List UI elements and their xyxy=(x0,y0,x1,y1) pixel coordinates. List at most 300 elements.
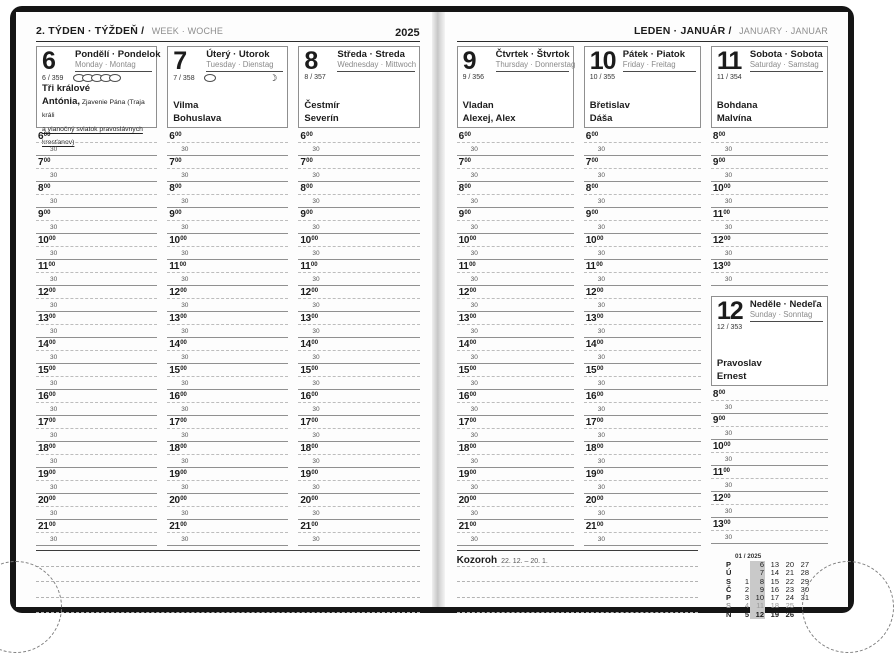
hour-minutes-label: 00 xyxy=(311,365,319,372)
hour-row xyxy=(457,182,574,195)
zodiac-date-range: 22. 12. – 20. 1. xyxy=(501,558,548,566)
hour-minutes-label: 00 xyxy=(311,391,319,398)
half-hour-row: 30 xyxy=(36,377,157,390)
hour-minutes-label: 00 xyxy=(469,313,477,320)
hour-label: 12 xyxy=(712,235,724,246)
weekday-letter: P xyxy=(726,593,732,603)
day-names xyxy=(623,49,696,72)
half-hour-row: 30 xyxy=(457,169,574,182)
mini-calendar-date: 6 xyxy=(750,561,765,569)
day-header-10 xyxy=(584,46,701,128)
hour-minutes-label: 00 xyxy=(174,131,182,138)
hour-minutes-label: 00 xyxy=(723,467,731,474)
note-line xyxy=(457,567,698,582)
hour-minutes-label: 00 xyxy=(469,339,477,346)
hour-row xyxy=(36,312,157,325)
mini-calendar-date: 3 xyxy=(744,593,749,603)
name-days xyxy=(590,99,696,125)
half-hour-row: 30 xyxy=(36,455,157,468)
name-day-text: Bohdana xyxy=(716,100,758,111)
hour-label: 6 xyxy=(169,131,175,142)
day-number: 6 xyxy=(42,47,55,75)
hour-row xyxy=(457,312,574,325)
hour-label: 15 xyxy=(458,365,470,376)
half-hour-row: 30 xyxy=(457,299,574,312)
hour-row xyxy=(298,494,419,507)
weekday-letter: Č xyxy=(726,584,732,594)
hour-label: 16 xyxy=(169,391,180,402)
hour-minutes-label: 00 xyxy=(596,391,604,398)
name-day-text: Severín xyxy=(304,112,339,124)
hour-row xyxy=(36,208,157,221)
day-of-year: 10 / 355 xyxy=(589,74,616,81)
hour-label: 19 xyxy=(38,469,49,480)
mini-calendar-date: 4 xyxy=(744,601,749,611)
name-day-line xyxy=(717,112,823,125)
hour-minutes-label: 00 xyxy=(310,261,318,268)
mini-calendar-date: 23 xyxy=(785,584,794,594)
hour-label: 15 xyxy=(38,365,49,376)
hour-row xyxy=(457,416,574,429)
name-day-text: Antónia, xyxy=(42,95,80,107)
hour-label: 12 xyxy=(300,287,311,298)
weekday-letter: N xyxy=(726,609,732,619)
day-of-year: 6 / 359 xyxy=(42,74,64,82)
hour-minutes-label: 00 xyxy=(596,235,604,242)
diary-spread xyxy=(16,12,848,619)
half-hour-row: 30 xyxy=(584,169,701,182)
hour-row xyxy=(711,388,828,401)
half-hour-row: 30 xyxy=(457,247,574,260)
day-name-intl: Tuesday · Dienstag xyxy=(206,60,274,69)
weekday-letter: S xyxy=(726,576,732,586)
weekday-letter: S xyxy=(726,601,732,611)
hour-row xyxy=(711,130,828,143)
name-day-line xyxy=(463,99,569,112)
half-hour-row: 30 xyxy=(36,533,157,546)
hour-label: 13 xyxy=(300,313,311,324)
hour-label: 20 xyxy=(458,495,470,506)
zodiac-notes-area xyxy=(457,550,698,619)
mini-calendar-date: 5 xyxy=(744,609,749,619)
hour-label: 9 xyxy=(300,209,306,220)
half-hour-row: 30 xyxy=(36,247,157,260)
day-name-local: Sobota · Sobota xyxy=(749,49,823,60)
mini-calendar-date: 19 xyxy=(770,609,779,619)
hour-row xyxy=(167,468,288,481)
name-day-text: Dáša xyxy=(589,112,613,124)
half-hour-row: 30 xyxy=(167,143,288,156)
time-grid xyxy=(584,130,701,546)
half-hour-row: 30 xyxy=(167,377,288,390)
hour-row xyxy=(167,208,288,221)
month-title-main: LEDEN · JANUÁR / xyxy=(633,25,732,37)
name-day-line xyxy=(173,99,283,112)
hour-minutes-label: 00 xyxy=(596,417,604,424)
hour-row xyxy=(298,156,419,169)
hour-label: 9 xyxy=(38,209,44,220)
half-hour-row: 30 xyxy=(36,299,157,312)
hour-label: 8 xyxy=(300,183,306,194)
day-number: 11 xyxy=(716,47,742,75)
half-hour-row: 30 xyxy=(167,481,288,494)
hour-label: 20 xyxy=(585,495,597,506)
hour-minutes-label: 00 xyxy=(464,209,472,216)
hour-label: 21 xyxy=(458,521,470,532)
hour-label: 20 xyxy=(169,495,180,506)
day-icons xyxy=(204,74,283,82)
hour-row xyxy=(167,182,288,195)
half-hour-row: 30 xyxy=(711,427,828,440)
time-grid xyxy=(711,388,828,544)
hour-minutes-label: 00 xyxy=(464,131,472,138)
day-name-local: Středa · Streda xyxy=(337,49,405,60)
hour-row xyxy=(298,130,419,143)
day-names xyxy=(337,49,417,72)
week-title-translation: WEEK · WOCHE xyxy=(151,26,224,36)
week-title-main: 2. TÝDEN · TÝŽDEŇ / xyxy=(36,25,145,37)
hour-row xyxy=(711,518,828,531)
hour-row xyxy=(167,338,288,351)
hour-label: 13 xyxy=(38,313,49,324)
hour-minutes-label: 00 xyxy=(469,443,477,450)
mini-calendar-date: 12 xyxy=(750,611,765,619)
mini-calendar-date: 25 xyxy=(785,601,794,611)
hour-label: 12 xyxy=(38,287,49,298)
hour-minutes-label: 00 xyxy=(49,339,56,346)
hour-minutes-label: 00 xyxy=(43,209,51,216)
half-hour-row: 30 xyxy=(298,169,419,182)
half-hour-row: 30 xyxy=(167,533,288,546)
hour-row xyxy=(298,390,419,403)
half-hour-row: 30 xyxy=(298,247,419,260)
half-hour-row: 30 xyxy=(711,505,828,518)
day-header-7 xyxy=(167,46,288,128)
hour-row xyxy=(457,260,574,273)
day-name-intl: Thursday · Donnerstag xyxy=(495,60,576,69)
half-hour-row: 30 xyxy=(711,273,828,286)
hour-minutes-label: 00 xyxy=(311,443,319,450)
hour-row xyxy=(584,390,701,403)
hour-label: 14 xyxy=(169,339,180,350)
half-hour-row: 30 xyxy=(711,531,828,544)
hour-label: 13 xyxy=(169,313,180,324)
hour-minutes-label: 00 xyxy=(180,391,187,398)
hour-minutes-label: 00 xyxy=(723,261,731,268)
hour-row xyxy=(167,234,288,247)
day-name-local: Pondělí · Pondelok xyxy=(75,49,161,60)
hour-minutes-label: 00 xyxy=(723,209,731,216)
day-column-7 xyxy=(167,46,288,546)
hour-row xyxy=(298,286,419,299)
half-hour-row: 30 xyxy=(36,351,157,364)
half-hour-row: 30 xyxy=(36,507,157,520)
half-hour-row: 30 xyxy=(36,143,157,156)
mini-calendar-date: 7 xyxy=(750,569,765,577)
hour-row xyxy=(36,442,157,455)
hour-label: 15 xyxy=(169,365,180,376)
time-grid xyxy=(167,130,288,546)
half-hour-row: 30 xyxy=(298,403,419,416)
day-name-local: Pátek · Piatok xyxy=(622,49,686,60)
hour-row xyxy=(584,416,701,429)
hour-label: 14 xyxy=(300,339,311,350)
hour-label: 11 xyxy=(38,261,48,272)
hour-minutes-label: 00 xyxy=(49,391,56,398)
hour-row xyxy=(584,286,701,299)
half-hour-row: 30 xyxy=(167,403,288,416)
day-header-12 xyxy=(711,296,828,386)
hour-row xyxy=(36,338,157,351)
hour-minutes-label: 00 xyxy=(180,495,187,502)
hour-row xyxy=(584,182,701,195)
day-number: 9 xyxy=(462,47,476,75)
hour-row xyxy=(457,130,574,143)
name-day-line xyxy=(42,82,152,95)
half-hour-row: 30 xyxy=(298,507,419,520)
hour-row xyxy=(457,156,574,169)
hour-minutes-label: 00 xyxy=(311,339,319,346)
mini-calendar-date: 20 xyxy=(785,560,794,569)
hour-row xyxy=(167,364,288,377)
half-hour-row: 30 xyxy=(298,429,419,442)
hour-label: 18 xyxy=(169,443,180,454)
hour-label: 8 xyxy=(458,183,464,194)
hour-row xyxy=(36,494,157,507)
half-hour-row: 30 xyxy=(167,507,288,520)
name-day-text: Čestmír xyxy=(304,100,340,111)
hour-label: 20 xyxy=(38,495,49,506)
hour-label: 19 xyxy=(458,469,470,480)
hour-row xyxy=(584,312,701,325)
hour-minutes-label: 00 xyxy=(718,131,726,138)
hour-minutes-label: 00 xyxy=(311,469,319,476)
mini-calendar-date: 16 xyxy=(770,584,779,594)
mini-calendar-date: 1 xyxy=(744,576,749,586)
hour-row xyxy=(298,312,419,325)
name-days xyxy=(717,99,823,125)
note-line xyxy=(457,598,698,613)
half-hour-row: 30 xyxy=(584,533,701,546)
hour-label: 18 xyxy=(458,443,470,454)
hour-label: 18 xyxy=(585,443,597,454)
name-day-text: Ernest xyxy=(716,370,747,382)
day-name-local: Úterý · Utorok xyxy=(206,49,270,60)
hour-minutes-label: 00 xyxy=(49,495,56,502)
hour-row xyxy=(584,468,701,481)
hour-minutes-label: 00 xyxy=(311,495,319,502)
day-column-6 xyxy=(36,46,161,546)
year-label: 2025 xyxy=(395,27,420,39)
hour-label: 13 xyxy=(585,313,597,324)
hour-minutes-label: 00 xyxy=(464,183,472,190)
hour-row xyxy=(457,390,574,403)
hour-minutes-label: 00 xyxy=(179,261,187,268)
hour-label: 18 xyxy=(38,443,49,454)
hour-minutes-label: 00 xyxy=(180,469,187,476)
hour-minutes-label: 00 xyxy=(718,415,726,422)
half-hour-row: 30 xyxy=(457,143,574,156)
page-gutter xyxy=(432,12,445,607)
hour-row xyxy=(36,260,157,273)
name-day-text: Pravoslav xyxy=(716,358,762,369)
hour-minutes-label: 00 xyxy=(591,131,599,138)
hour-minutes-label: 00 xyxy=(591,157,599,164)
hour-minutes-label: 00 xyxy=(174,183,182,190)
half-hour-row: 30 xyxy=(298,455,419,468)
hour-minutes-label: 00 xyxy=(49,313,56,320)
hour-row xyxy=(167,390,288,403)
half-hour-row: 30 xyxy=(298,195,419,208)
day-name-intl: Friday · Freitag xyxy=(622,60,676,69)
day-column-8 xyxy=(298,46,419,546)
hour-minutes-label: 00 xyxy=(469,261,476,268)
note-line xyxy=(36,567,420,582)
hour-minutes-label: 00 xyxy=(306,131,313,138)
hour-minutes-label: 00 xyxy=(180,365,187,372)
name-day-line xyxy=(173,112,283,125)
zodiac-name: Kozoroh xyxy=(456,555,498,567)
hour-row xyxy=(298,364,419,377)
hour-minutes-label: 00 xyxy=(180,521,187,528)
half-hour-row: 30 xyxy=(36,481,157,494)
hour-label: 16 xyxy=(458,391,470,402)
hour-minutes-label: 00 xyxy=(469,417,477,424)
day-of-year: 9 / 356 xyxy=(462,74,484,81)
day-of-year: 12 / 353 xyxy=(716,324,743,331)
half-hour-row: 30 xyxy=(584,403,701,416)
half-hour-row: 30 xyxy=(36,221,157,234)
hour-row xyxy=(36,286,157,299)
hour-minutes-label: 00 xyxy=(469,521,477,528)
hour-row xyxy=(711,260,828,273)
half-hour-row: 30 xyxy=(167,247,288,260)
hour-label: 7 xyxy=(458,157,464,168)
half-hour-row: 30 xyxy=(298,299,419,312)
hour-minutes-label: 00 xyxy=(469,365,477,372)
name-days xyxy=(304,99,414,125)
hour-label: 6 xyxy=(300,131,306,142)
hour-label: 11 xyxy=(585,261,596,272)
hour-label: 20 xyxy=(300,495,311,506)
hour-minutes-label: 00 xyxy=(596,469,604,476)
hour-label: 19 xyxy=(585,469,597,480)
name-day-line xyxy=(717,357,823,370)
hour-minutes-label: 00 xyxy=(174,209,182,216)
hour-minutes-label: 00 xyxy=(469,287,477,294)
hour-minutes-label: 00 xyxy=(596,313,604,320)
hour-label: 15 xyxy=(300,365,311,376)
hour-row xyxy=(298,416,419,429)
hour-minutes-label: 00 xyxy=(49,365,56,372)
name-days xyxy=(463,99,569,125)
name-day-text: Malvína xyxy=(716,112,752,124)
half-hour-row: 30 xyxy=(711,247,828,260)
hour-minutes-label: 00 xyxy=(469,391,477,398)
hour-row xyxy=(457,520,574,533)
day-names xyxy=(206,49,283,72)
hour-minutes-label: 00 xyxy=(591,183,599,190)
half-hour-row: 30 xyxy=(167,221,288,234)
hour-label: 10 xyxy=(585,235,597,246)
hour-label: 11 xyxy=(300,261,311,272)
zodiac-note-lines xyxy=(457,567,698,613)
hour-row xyxy=(298,468,419,481)
day-name-intl: Sunday · Sonntag xyxy=(749,310,813,319)
mini-calendar-date: 21 xyxy=(785,568,794,578)
hour-minutes-label: 00 xyxy=(311,313,319,320)
hour-row xyxy=(167,130,288,143)
mini-calendar-date: 14 xyxy=(770,568,779,578)
hour-minutes-label: 00 xyxy=(469,235,477,242)
half-hour-row: 30 xyxy=(36,195,157,208)
hour-label: 10 xyxy=(38,235,49,246)
hour-label: 15 xyxy=(585,365,597,376)
hour-row xyxy=(711,234,828,247)
hour-minutes-label: 00 xyxy=(464,157,472,164)
half-hour-row: 30 xyxy=(298,325,419,338)
hour-minutes-label: 00 xyxy=(469,469,477,476)
day-header-11 xyxy=(711,46,828,128)
half-hour-row: 30 xyxy=(711,195,828,208)
weekday-letter: P xyxy=(726,560,732,569)
hour-label: 7 xyxy=(300,157,306,168)
hour-row xyxy=(167,312,288,325)
hour-row xyxy=(711,156,828,169)
hour-label: 9 xyxy=(585,209,591,220)
half-hour-row: 30 xyxy=(457,481,574,494)
mini-calendar-date: 30 xyxy=(800,584,809,594)
name-day-text: Břetislav xyxy=(589,100,630,111)
half-hour-row: 30 xyxy=(584,273,701,286)
mini-calendar-title: 01 / 2025 xyxy=(735,553,762,560)
corner-perforation-icon xyxy=(802,561,894,653)
week-title xyxy=(36,21,223,39)
month-title xyxy=(634,21,828,39)
hour-label: 6 xyxy=(458,131,464,142)
hour-row xyxy=(167,442,288,455)
hour-row xyxy=(711,440,828,453)
time-grid xyxy=(36,130,157,546)
time-grid xyxy=(457,130,574,546)
left-bottom-separator xyxy=(36,550,420,551)
day-names xyxy=(75,49,161,72)
hour-label: 12 xyxy=(458,287,470,298)
day-header-9 xyxy=(457,46,574,128)
day-name-intl: Monday · Montag xyxy=(75,60,136,69)
hour-minutes-label: 00 xyxy=(596,495,604,502)
day-names xyxy=(495,49,576,72)
mini-calendar-date: 26 xyxy=(785,609,794,619)
mini-calendar-date xyxy=(735,561,750,569)
half-hour-row: 30 xyxy=(457,351,574,364)
note-line xyxy=(36,582,420,597)
name-day-text: Bohuslava xyxy=(173,112,222,124)
hour-row xyxy=(457,286,574,299)
hour-minutes-label: 00 xyxy=(311,521,319,528)
hour-label: 11 xyxy=(712,467,723,478)
hour-minutes-label: 00 xyxy=(49,287,56,294)
hour-row xyxy=(298,260,419,273)
hour-label: 21 xyxy=(585,521,597,532)
hour-label: 11 xyxy=(712,209,723,220)
weekday-letter: Ú xyxy=(726,568,732,578)
name-day-text: Tři králové xyxy=(42,83,91,94)
half-hour-row: 30 xyxy=(457,221,574,234)
hour-label: 10 xyxy=(300,235,311,246)
hour-row xyxy=(457,338,574,351)
hour-row xyxy=(36,156,157,169)
